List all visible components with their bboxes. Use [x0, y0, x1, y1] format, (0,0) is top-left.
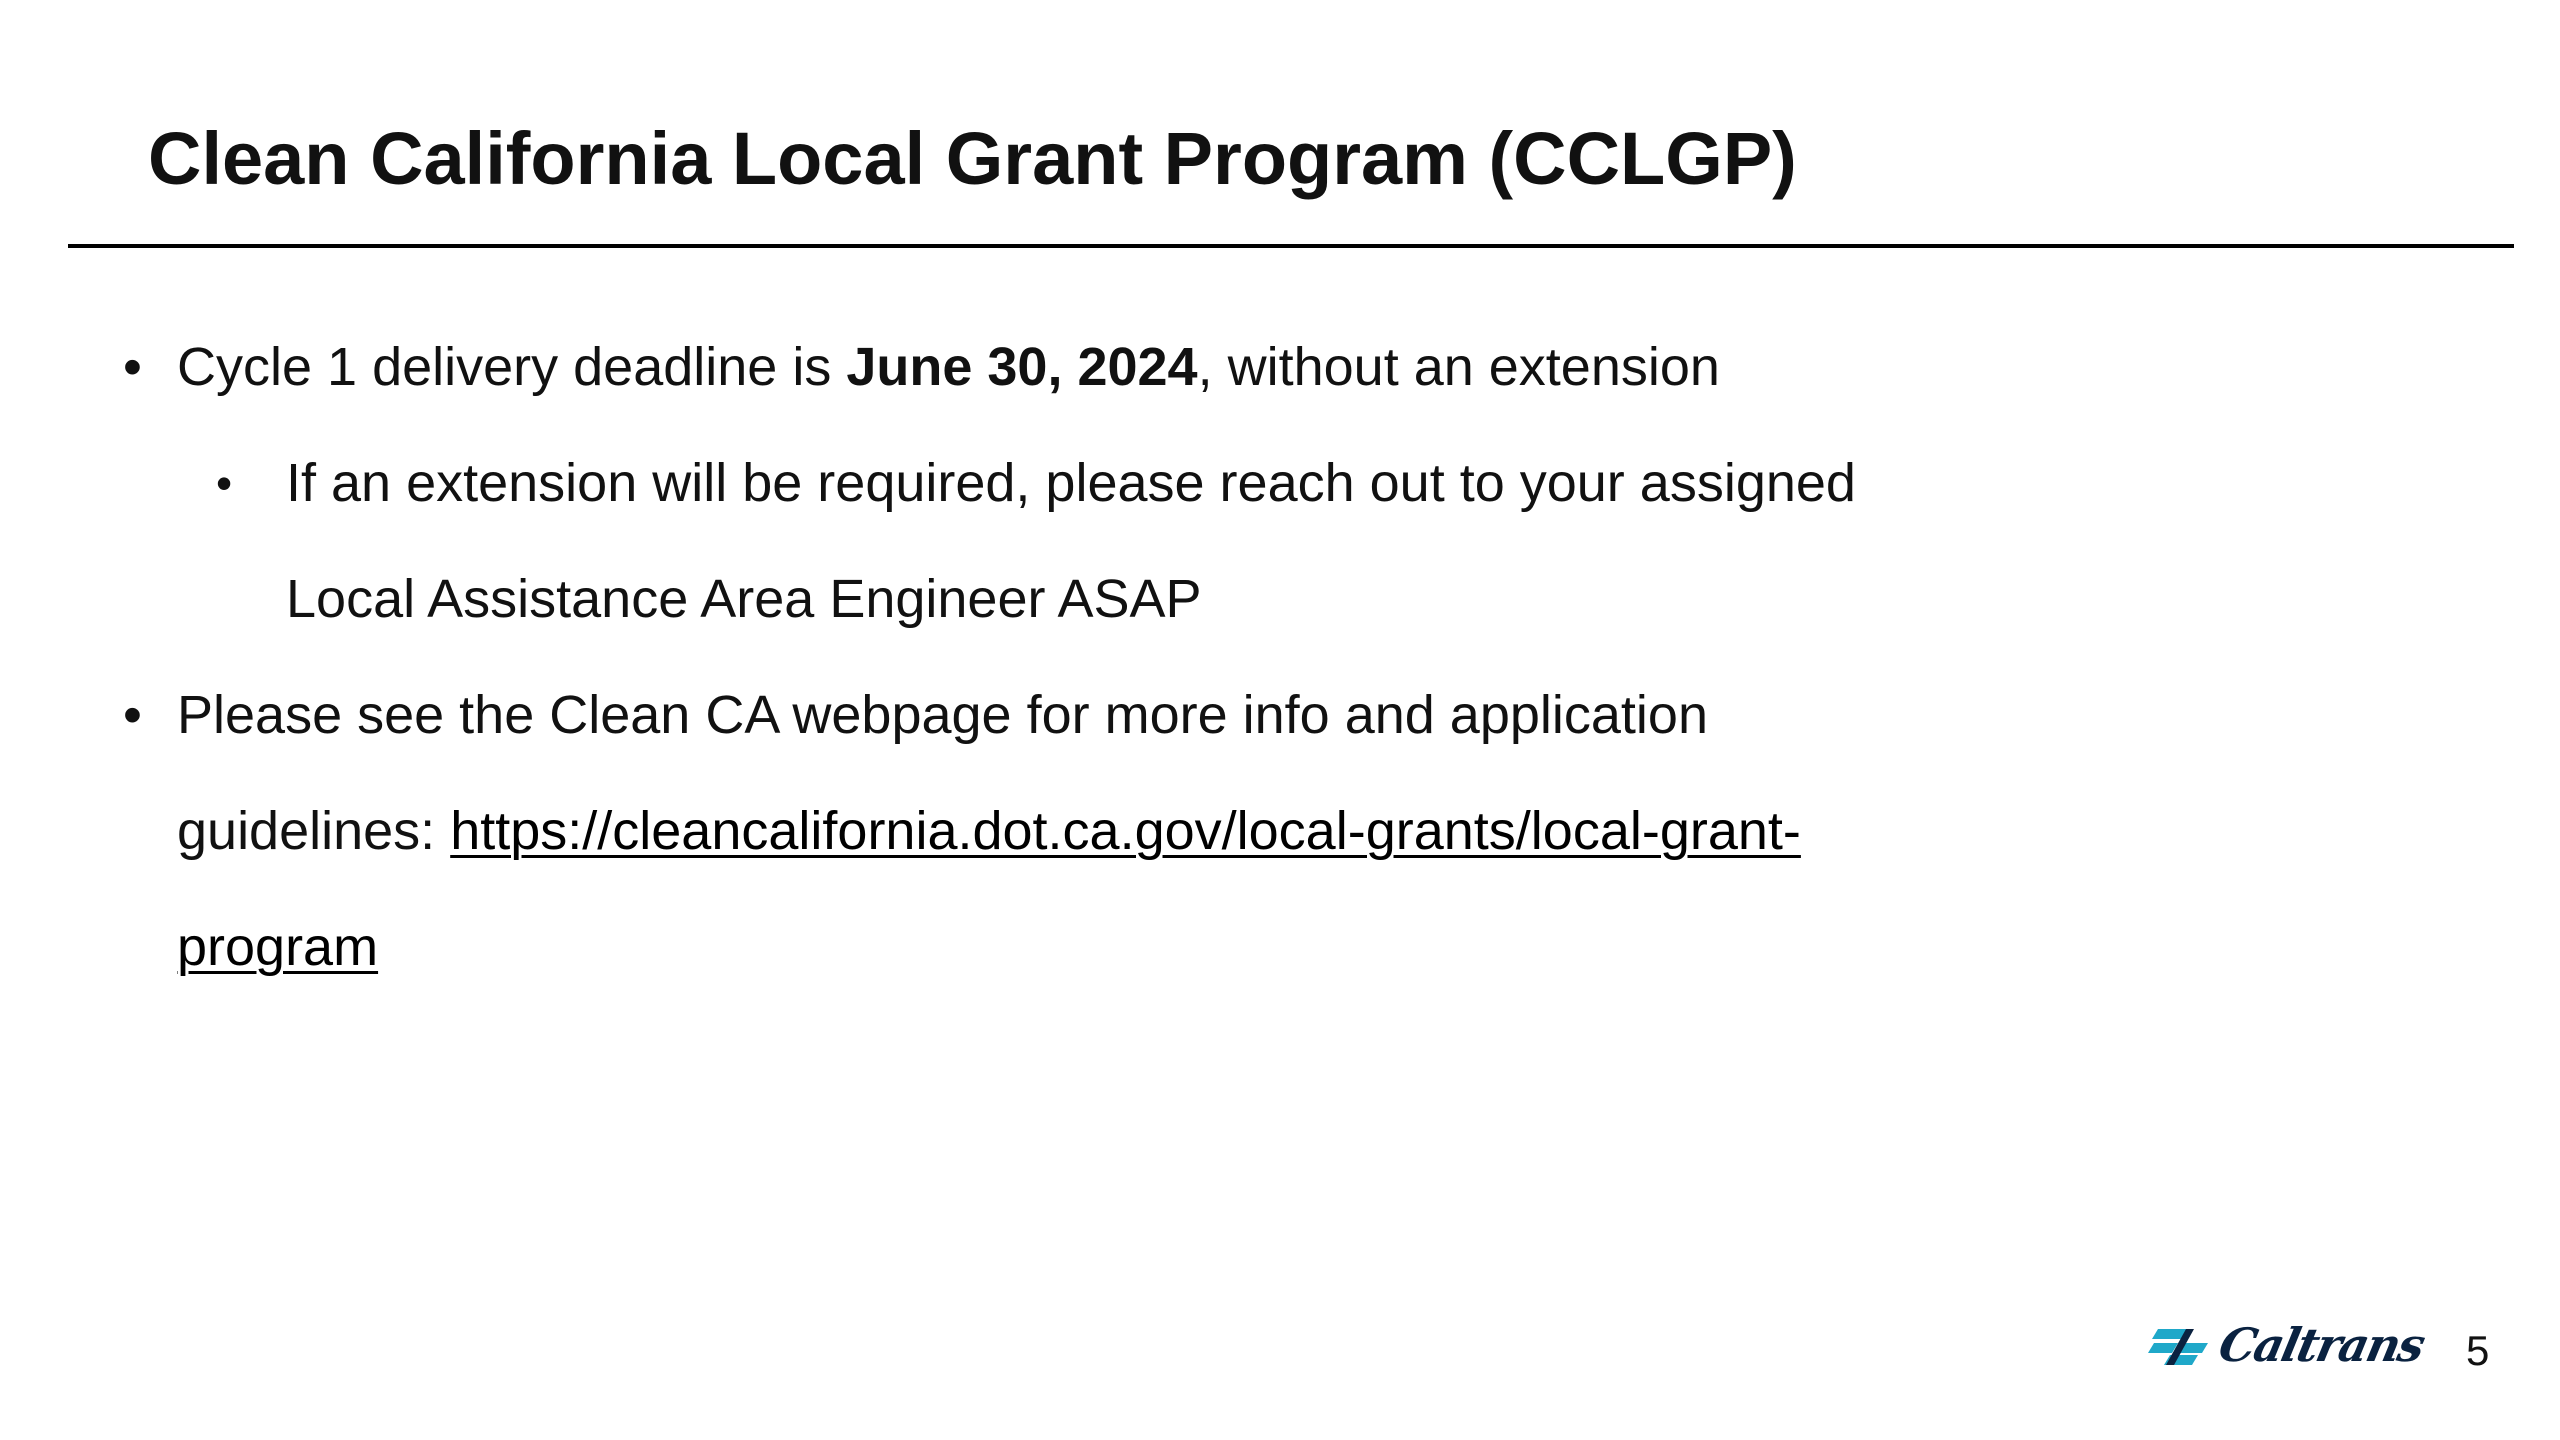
slide-title: Clean California Local Grant Program (CCLGP)	[148, 117, 1797, 200]
sub-bullet-dot: •	[216, 457, 233, 509]
caltrans-logo	[2148, 1318, 2429, 1372]
bullet-delivery-deadline	[123, 309, 2077, 425]
bullet-dot: •	[123, 685, 142, 745]
bullet-webpage-info	[123, 657, 2057, 1005]
bullet-line-1: Please see the Clean CA webpage for more info and application	[177, 685, 1708, 745]
caltrans-logo-text: Caltrans	[2214, 1318, 2429, 1372]
sub-bullet-line-1: If an extension will be required, please reach out to your assigned	[286, 453, 1856, 513]
deadline-date: June 30, 2024	[846, 337, 1198, 397]
sub-bullet-extension	[216, 425, 2046, 657]
bullet-text-suffix: , without an extension	[1197, 337, 1720, 397]
bullet-dot: •	[123, 337, 142, 397]
link-part-1[interactable]: https://cleancalifornia.dot.ca.gov/local-grants/local-grant-	[450, 801, 1801, 861]
page-number: 5	[2466, 1327, 2490, 1374]
sub-bullet-line-2: Local Assistance Area Engineer ASAP	[286, 569, 1202, 629]
bullet-guidelines-label: guidelines:	[177, 801, 451, 861]
bullet-text-prefix: Cycle 1 delivery deadline is	[177, 337, 847, 397]
caltrans-logo-icon	[2148, 1325, 2210, 1365]
link-part-2[interactable]: program	[177, 917, 379, 977]
